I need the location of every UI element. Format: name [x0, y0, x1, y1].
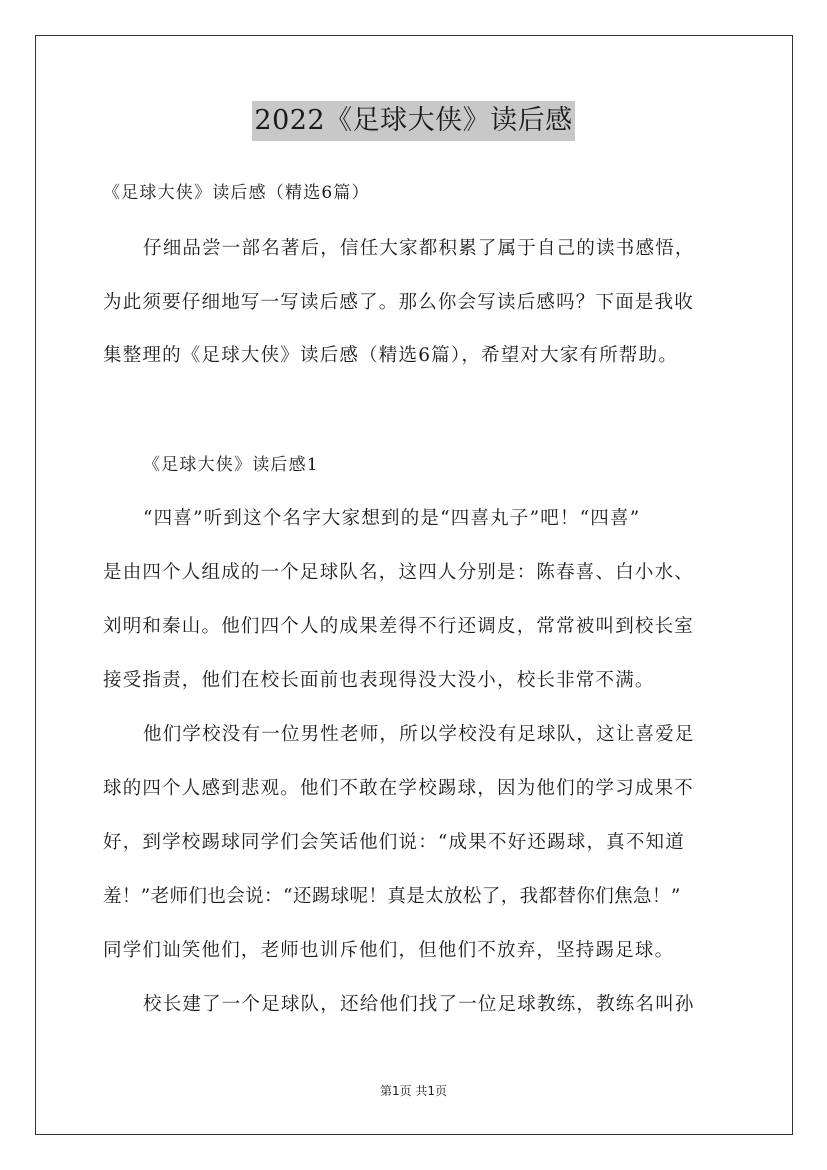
paragraph-line: 集整理的《足球大侠》读后感（精选6篇），希望对大家有所帮助。: [103, 345, 679, 366]
paragraph-line: 刘明和秦山。他们四个人的成果差得不行还调皮，常常被叫到校长室: [103, 616, 695, 637]
paragraph-line: 同学们讪笑他们，老师也训斥他们，但他们不放弃，坚持踢足球。: [103, 940, 675, 961]
paragraph-line: “四喜”听到这个名字大家想到的是“四喜丸子”吧！“四喜”: [143, 508, 641, 529]
paragraph-line: 好，到学校踢球同学们会笑话他们说：“成果不好还踢球，真不知道: [103, 832, 685, 853]
subtitle-line: 《足球大侠》读后感（精选6篇）: [103, 183, 370, 203]
paragraph-line: 是由四个人组成的一个足球队名，这四人分别是：陈春喜、白小水、: [103, 562, 695, 583]
section-heading: 《足球大侠》读后感1: [143, 455, 319, 475]
document-title: 2022《足球大侠》读后感: [252, 101, 574, 141]
paragraph-line: 为此须要仔细地写一写读后感了。那么你会写读后感吗？下面是我收: [103, 292, 695, 313]
paragraph-line: 羞！”老师们也会说：“还踢球呢！真是太放松了，我都替你们焦急！”: [103, 886, 681, 907]
paragraph-line: 球的四个人感到悲观。他们不敢在学校踢球，因为他们的学习成果不: [103, 778, 695, 799]
paragraph-line: 仔细品尝一部名著后，信任大家都积累了属于自己的读书感悟，: [143, 238, 695, 259]
page-footer: 第1页 共1页: [379, 1084, 448, 1098]
title-container: [0, 101, 827, 141]
paragraph-line: 接受指责，他们在校长面前也表现得没大没小，校长非常不满。: [103, 670, 655, 691]
paragraph-line: 他们学校没有一位男性老师，所以学校没有足球队，这让喜爱足: [143, 724, 695, 745]
paragraph-line: 校长建了一个足球队，还给他们找了一位足球教练，教练名叫孙: [143, 994, 695, 1015]
